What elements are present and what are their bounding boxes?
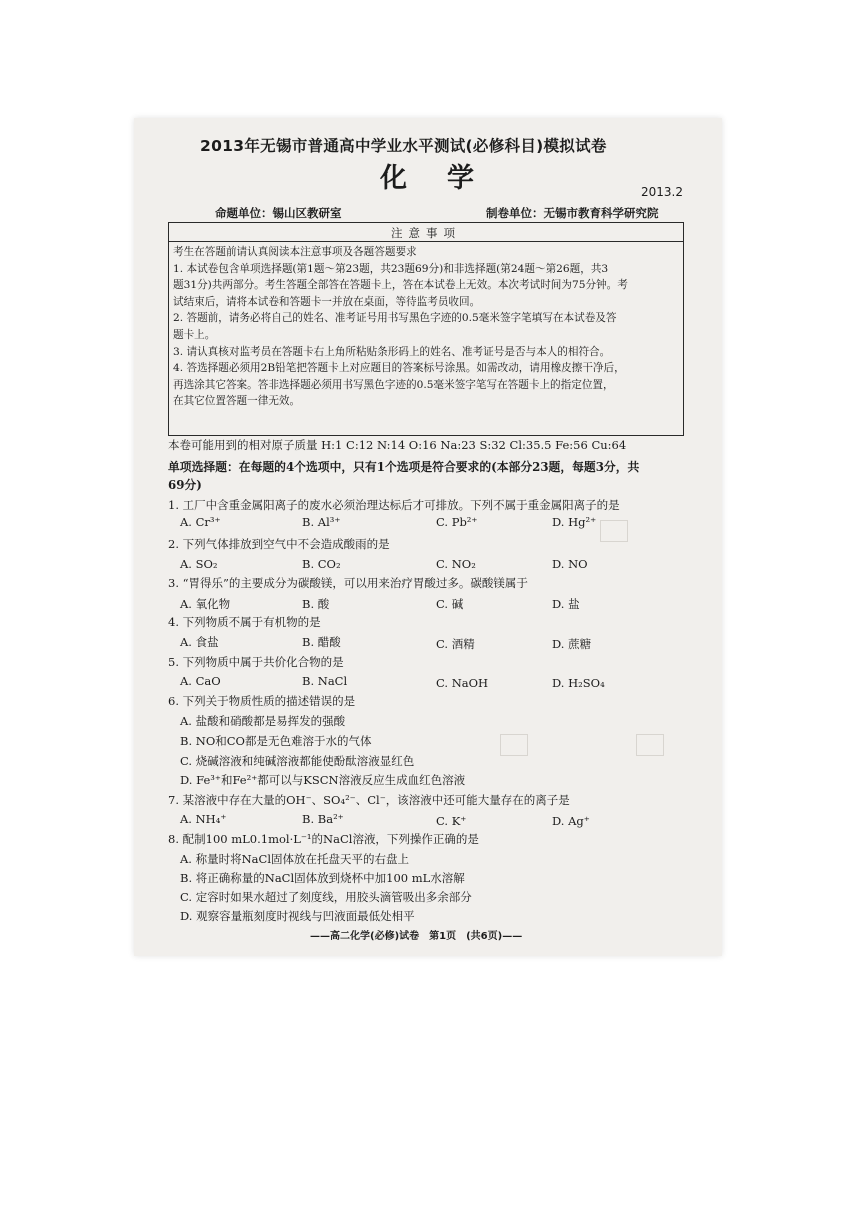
question-stem: 8. 配制100 mL0.1mol·L⁻¹的NaCl溶液，下列操作正确的是 bbox=[168, 832, 479, 846]
option-c: C. K⁺ bbox=[436, 814, 467, 828]
question-stem: 6. 下列关于物质性质的描述错误的是 bbox=[168, 694, 356, 708]
bleed-through-mark bbox=[500, 734, 528, 756]
option-b: B. 将正确称量的NaCl固体放到烧杯中加100 mL水溶解 bbox=[180, 871, 465, 885]
option-d: D. NO bbox=[552, 557, 588, 571]
notice-body: 考生在答题前请认真阅读本注意事项及各题答题要求 1. 本试卷包含单项选择题(第1题～第23题，共23题69分)和非选择题(第24题～第26题，共3 题31分)共两部分。考生答题全部答在答题卡上，答在本试卷上无效。本次考试时间为75分钟。考 试结束后，请将本试卷和答题卡一并放在桌面，等待监考员收回。 2. 答题前，请务必将自己的姓名、准考证号用书写黑色字迹的0.5毫米签字笔填写在本试卷及答 题卡上。 3. 请认真核对监考员在答题卡右上角所粘贴条形码上的姓名、准考证号是否与本人的相符合。 4. 答选择题必须用2B铅笔把答题卡上对应题目的答案标号涂黑。如需改动，请用橡皮擦干净后， 再选涂其它答案。答非选择题必须用书写黑色字迹的0.5毫米签字笔写在答题卡上的指定位置， 在其它位置答题一律无效。 bbox=[173, 246, 628, 408]
option-d: D. Hg²⁺ bbox=[552, 515, 597, 529]
option-c: C. NaOH bbox=[436, 676, 489, 690]
option-d: D. H₂SO₄ bbox=[552, 676, 605, 690]
option-b: B. 醋酸 bbox=[302, 635, 341, 649]
option-b: B. CO₂ bbox=[302, 557, 341, 571]
option-d: D. Ag⁺ bbox=[552, 814, 590, 828]
option-a: A. 食盐 bbox=[180, 635, 219, 649]
author-unit: 命题单位：锡山区教研室 bbox=[215, 206, 342, 220]
section-heading-line1: 单项选择题：在每题的4个选项中，只有1个选项是符合要求的(本部分23题，每题3分，共 bbox=[168, 460, 640, 474]
page-footer: ——高二化学(必修)试卷 第1页 (共6页)—— bbox=[310, 931, 523, 942]
option-c: C. 碱 bbox=[436, 597, 464, 611]
subject-title: 化学 bbox=[380, 163, 514, 194]
notice-divider bbox=[169, 241, 683, 242]
option-a: A. SO₂ bbox=[180, 557, 218, 571]
option-d: D. 盐 bbox=[552, 597, 580, 611]
atomic-masses: 本卷可能用到的相对原子质量 H:1 C:12 N:14 O:16 Na:23 S:32 Cl:35.5 Fe:56 Cu:64 bbox=[168, 438, 627, 452]
exam-date: 2013.2 bbox=[641, 185, 683, 199]
bleed-through-mark bbox=[636, 734, 664, 756]
option-b: B. NaCl bbox=[302, 674, 348, 688]
option-b: B. Ba²⁺ bbox=[302, 812, 344, 826]
option-b: B. 酸 bbox=[302, 597, 330, 611]
option-c: C. 酒精 bbox=[436, 637, 475, 651]
option-d: D. 蔗糖 bbox=[552, 637, 592, 651]
option-d: D. 观察容量瓶刻度时视线与凹液面最低处相平 bbox=[180, 909, 415, 923]
option-a: A. CaO bbox=[180, 674, 221, 688]
question-stem: 7. 某溶液中存在大量的OH⁻、SO₄²⁻、Cl⁻，该溶液中还可能大量存在的离子是 bbox=[168, 793, 570, 807]
question-stem: 5. 下列物质中属于共价化合物的是 bbox=[168, 655, 344, 669]
question-stem: 1. 工厂中含重金属阳离子的废水必须治理达标后才可排放。下列不属于重金属阳离子的是 bbox=[168, 498, 620, 512]
option-b: B. Al³⁺ bbox=[302, 515, 341, 529]
option-a: A. 称量时将NaCl固体放在托盘天平的右盘上 bbox=[180, 852, 410, 866]
notice-title: 注意事项 bbox=[391, 226, 461, 240]
option-a: A. Cr³⁺ bbox=[180, 515, 221, 529]
option-a: A. 氧化物 bbox=[180, 597, 231, 611]
option-c: C. 烧碱溶液和纯碱溶液都能使酚酞溶液显红色 bbox=[180, 754, 415, 768]
option-c: C. 定容时如果水超过了刻度线，用胶头滴管吸出多余部分 bbox=[180, 890, 472, 904]
option-b: B. NO和CO都是无色难溶于水的气体 bbox=[180, 734, 372, 748]
bleed-through-mark bbox=[600, 520, 628, 542]
question-stem: 3. “胃得乐”的主要成分为碳酸镁，可以用来治疗胃酸过多。碳酸镁属于 bbox=[168, 576, 528, 590]
option-c: C. Pb²⁺ bbox=[436, 515, 478, 529]
exam-title: 2013年无锡市普通高中学业水平测试(必修科目)模拟试卷 bbox=[200, 137, 607, 155]
question-stem: 4. 下列物质不属于有机物的是 bbox=[168, 615, 321, 629]
option-c: C. NO₂ bbox=[436, 557, 476, 571]
option-a: A. NH₄⁺ bbox=[180, 812, 227, 826]
option-a: A. 盐酸和硝酸都是易挥发的强酸 bbox=[180, 714, 346, 728]
section-heading-line2: 69分) bbox=[168, 478, 202, 492]
option-d: D. Fe³⁺和Fe²⁺都可以与KSCN溶液反应生成血红色溶液 bbox=[180, 773, 466, 787]
question-stem: 2. 下列气体排放到空气中不会造成酸雨的是 bbox=[168, 537, 390, 551]
printer-unit: 制卷单位：无锡市教育科学研究院 bbox=[486, 206, 659, 220]
notice-box bbox=[168, 222, 684, 436]
